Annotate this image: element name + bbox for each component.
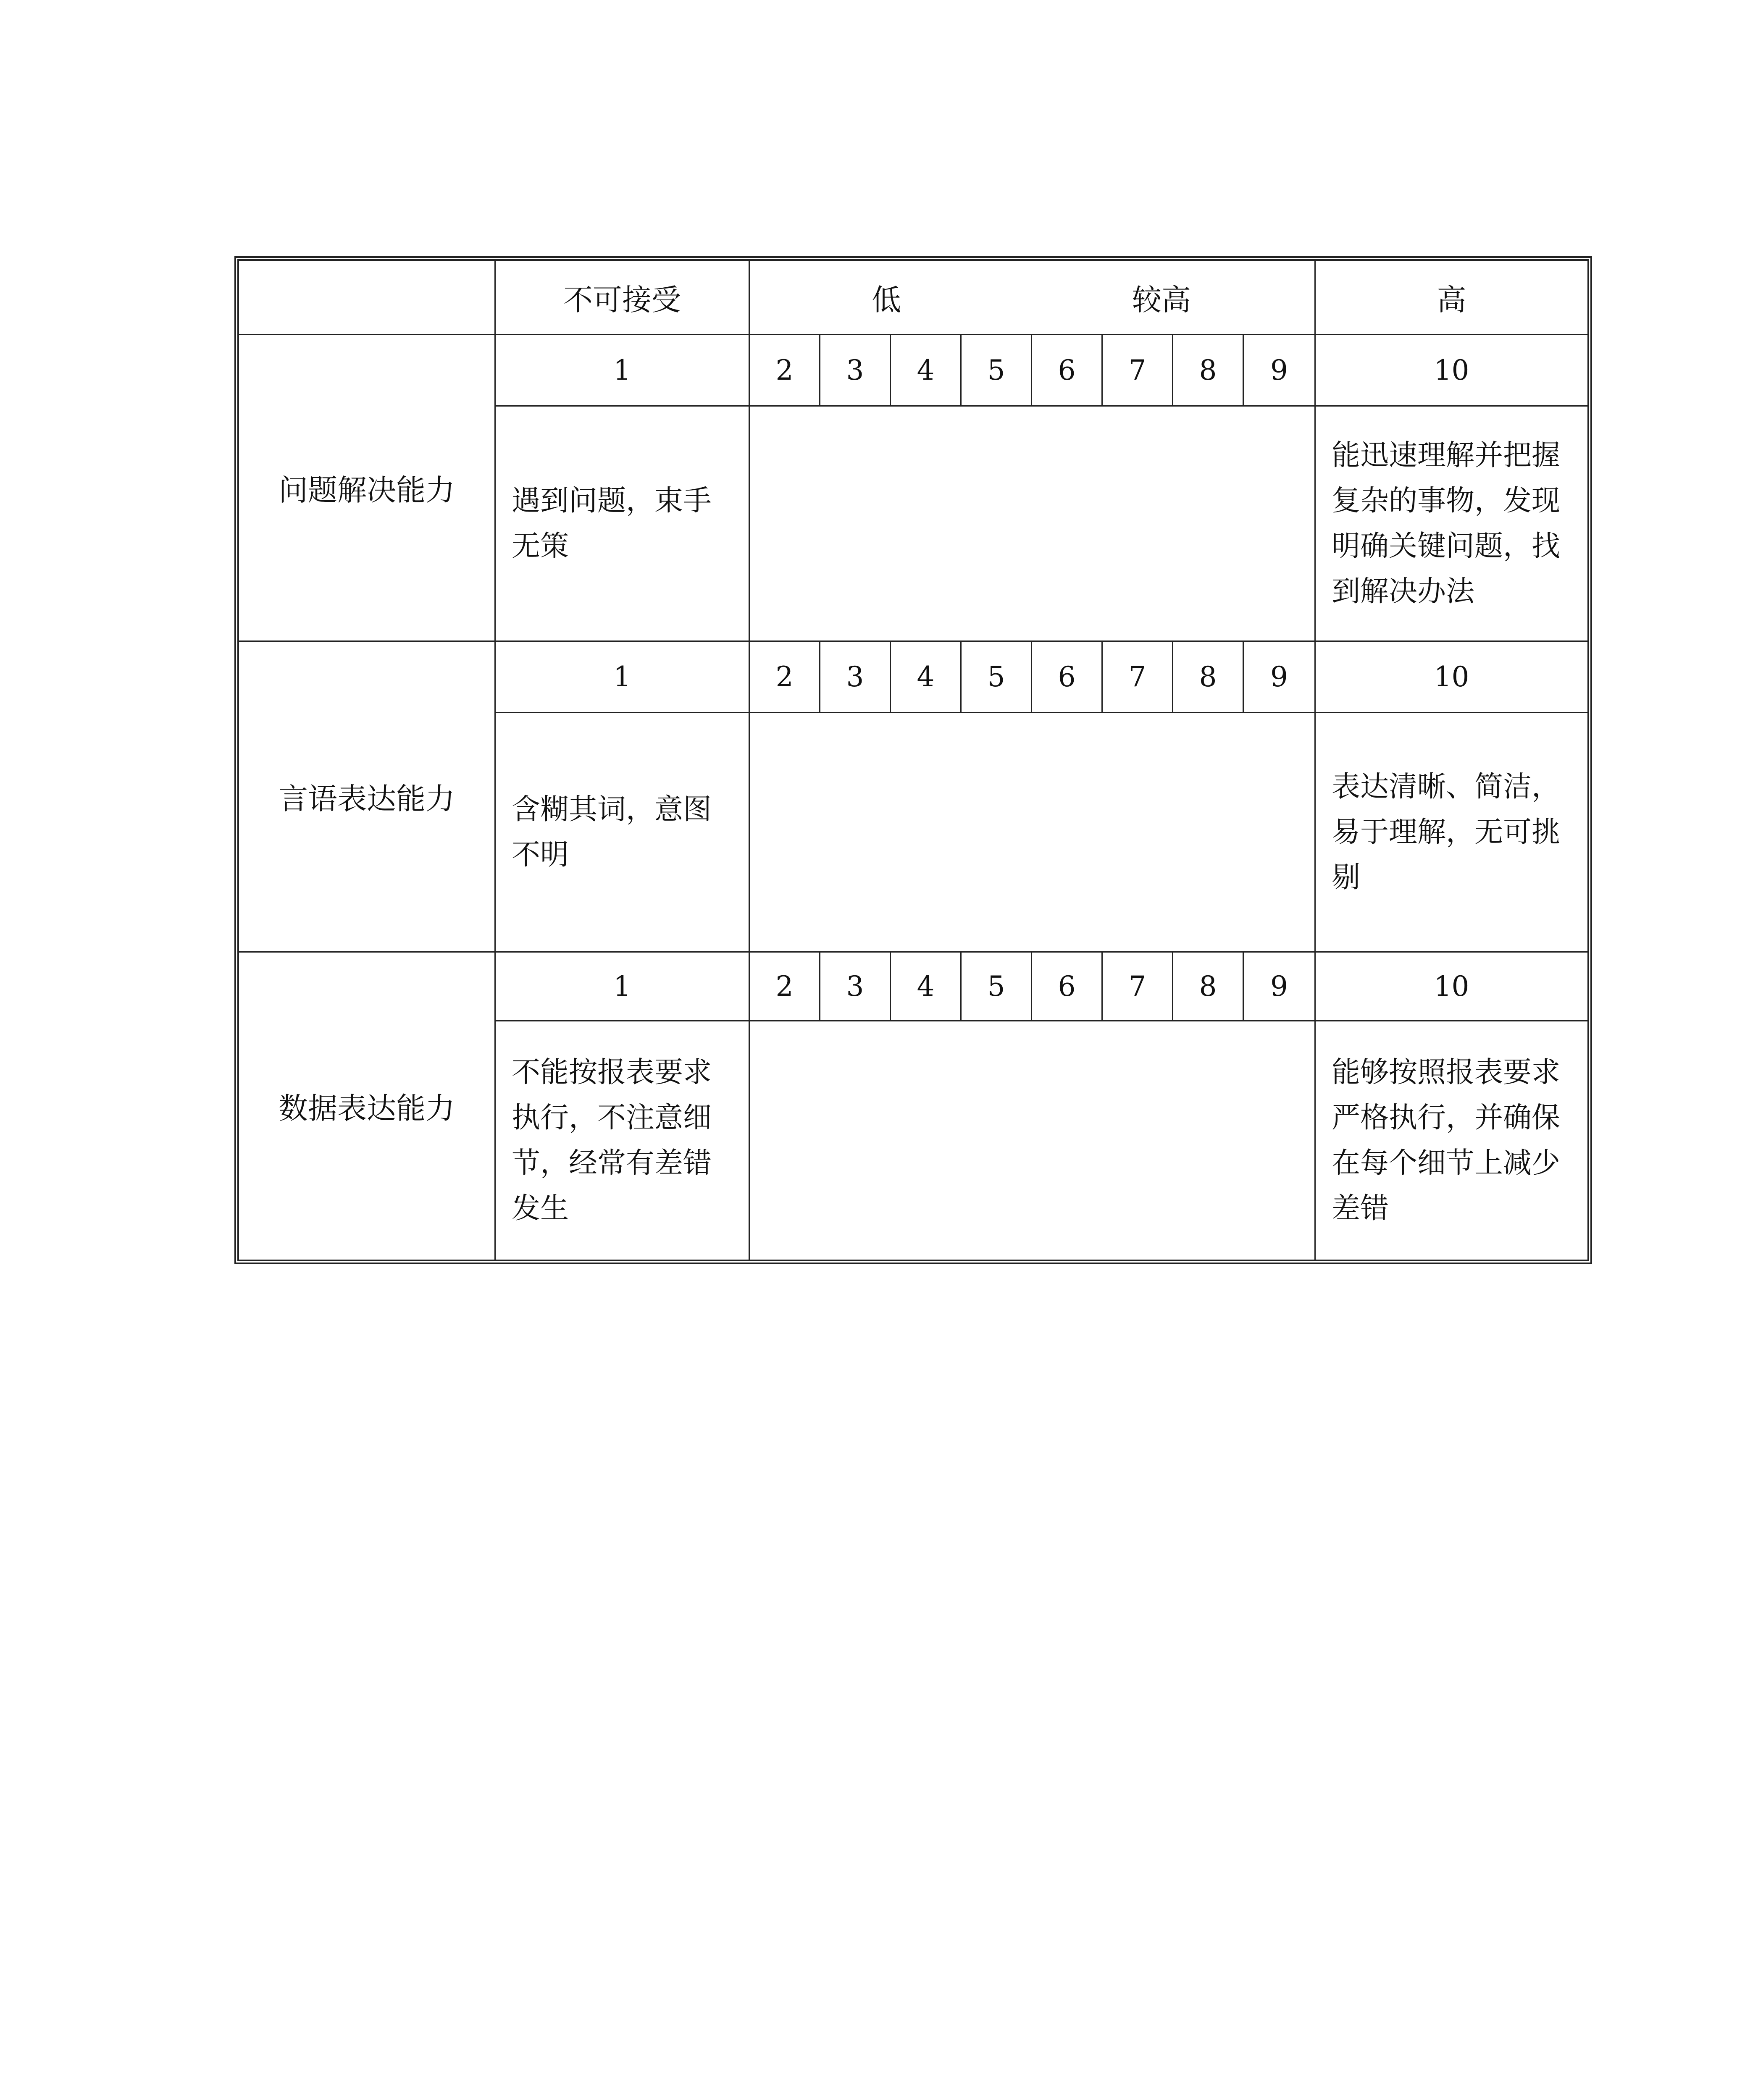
score-8: 8 <box>1172 640 1243 712</box>
score-4: 4 <box>890 640 960 712</box>
header-corner-cell <box>239 261 494 334</box>
evaluation-table <box>234 256 1592 1264</box>
score-9: 9 <box>1243 334 1314 405</box>
row-label: 问题解决能力 <box>239 334 494 640</box>
middle-blank-cell <box>749 1020 1314 1260</box>
score-10: 10 <box>1314 951 1587 1020</box>
score-3: 3 <box>819 951 890 1020</box>
score-2: 2 <box>749 334 819 405</box>
score-4: 4 <box>890 951 960 1020</box>
score-6: 6 <box>1031 334 1101 405</box>
score-9: 9 <box>1243 951 1314 1020</box>
header-unacceptable: 不可接受 <box>494 261 749 334</box>
score-7: 7 <box>1101 334 1172 405</box>
score-10: 10 <box>1314 640 1587 712</box>
score-8: 8 <box>1172 951 1243 1020</box>
score-10: 10 <box>1314 334 1587 405</box>
header-low: 低 <box>872 282 901 317</box>
score-7: 7 <box>1101 640 1172 712</box>
score-3: 3 <box>819 640 890 712</box>
low-description: 遇到问题，束手无策 <box>494 405 749 640</box>
high-description: 能迅速理解并把握复杂的事物，发现明确关键问题，找到解决办法 <box>1314 405 1587 640</box>
score-6: 6 <box>1031 640 1101 712</box>
score-5: 5 <box>960 951 1031 1020</box>
middle-blank-cell <box>749 405 1314 640</box>
row-label: 数据表达能力 <box>239 951 494 1260</box>
high-description: 表达清晰、简洁，易于理解，无可挑剔 <box>1314 712 1587 951</box>
score-6: 6 <box>1031 951 1101 1020</box>
score-7: 7 <box>1101 951 1172 1020</box>
row-label: 言语表达能力 <box>239 640 494 951</box>
score-4: 4 <box>890 334 960 405</box>
score-2: 2 <box>749 640 819 712</box>
score-5: 5 <box>960 334 1031 405</box>
score-1: 1 <box>494 640 749 712</box>
header-higher: 较高 <box>1132 282 1191 317</box>
low-description: 不能按报表要求执行，不注意细节，经常有差错发生 <box>494 1020 749 1260</box>
score-9: 9 <box>1243 640 1314 712</box>
score-1: 1 <box>494 334 749 405</box>
score-3: 3 <box>819 334 890 405</box>
header-high: 高 <box>1314 261 1587 334</box>
header-low-to-higher <box>749 261 1314 334</box>
score-5: 5 <box>960 640 1031 712</box>
score-2: 2 <box>749 951 819 1020</box>
low-description: 含糊其词，意图不明 <box>494 712 749 951</box>
middle-blank-cell <box>749 712 1314 951</box>
score-8: 8 <box>1172 334 1243 405</box>
score-1: 1 <box>494 951 749 1020</box>
high-description: 能够按照报表要求严格执行，并确保在每个细节上减少差错 <box>1314 1020 1587 1260</box>
